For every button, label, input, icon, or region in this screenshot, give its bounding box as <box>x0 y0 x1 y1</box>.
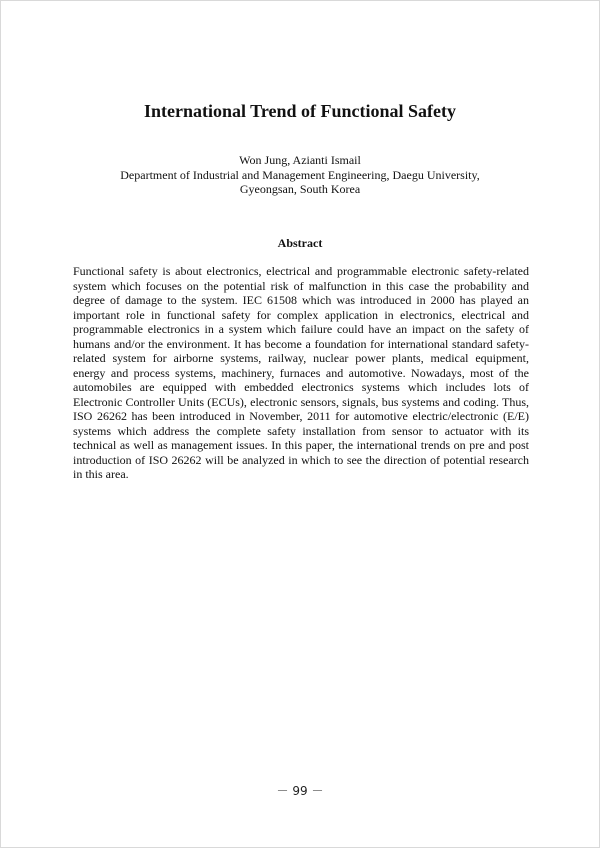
abstract-line: introduction of ISO 26262 will be analyzed in which to see the direction of potential research <box>73 452 529 467</box>
abstract-line: system which focuses on the potential risk of malfunction in this case the probability and <box>73 278 529 293</box>
author-names: Won Jung, Azianti Ismail <box>239 153 361 167</box>
abstract-line: programmable electronics in a system which failure could have an impact on the safety of <box>73 322 529 336</box>
abstract-heading: Abstract <box>277 236 323 250</box>
abstract-line: degree of damage to the system. IEC 61508 which was introduced in 2000 has played an <box>73 293 529 307</box>
paper-title: International Trend of Functional Safety <box>143 101 457 121</box>
abstract-line: technical as well as management issues. In this paper, the international trends on pre and post <box>73 438 529 452</box>
abstract-line: energy and process systems, machinery, furnaces and automotive. Nowadays, most of the <box>73 365 529 380</box>
abstract-line: Functional safety is about electronics, electrical and programmable electronic safety-related <box>73 264 529 278</box>
abstract-line: related system for airborne systems, railway, nuclear power plants, medical equipment, <box>73 351 529 365</box>
abstract-line: ISO 26262 has been introduced in November, 2011 for automotive electric/electronic (E/E) <box>73 409 529 423</box>
abstract-line: systems which address the complete safety installation from sensor to actuator with its <box>73 423 529 438</box>
page-number: － 99 － <box>276 784 324 798</box>
abstract-line: important role in functional safety for complex application in electronics, electrical and <box>73 307 529 322</box>
abstract-line: in this area. <box>73 467 129 481</box>
abstract-line: Electronic Controller Units (ECUs), electronic sensors, signals, bus systems and coding. Thus, <box>73 394 529 409</box>
affiliation-line: Gyeongsan, South Korea <box>239 182 361 197</box>
abstract-line: automobiles are equipped with embedded electronics systems which includes lots of <box>73 380 529 394</box>
author-block <box>0 153 600 197</box>
abstract-line: humans and/or the environment. It has become a foundation for international standard safety- <box>73 336 529 351</box>
abstract-body <box>73 264 529 482</box>
affiliation-line: Department of Industrial and Management Engineering, Daegu University, <box>120 167 480 182</box>
